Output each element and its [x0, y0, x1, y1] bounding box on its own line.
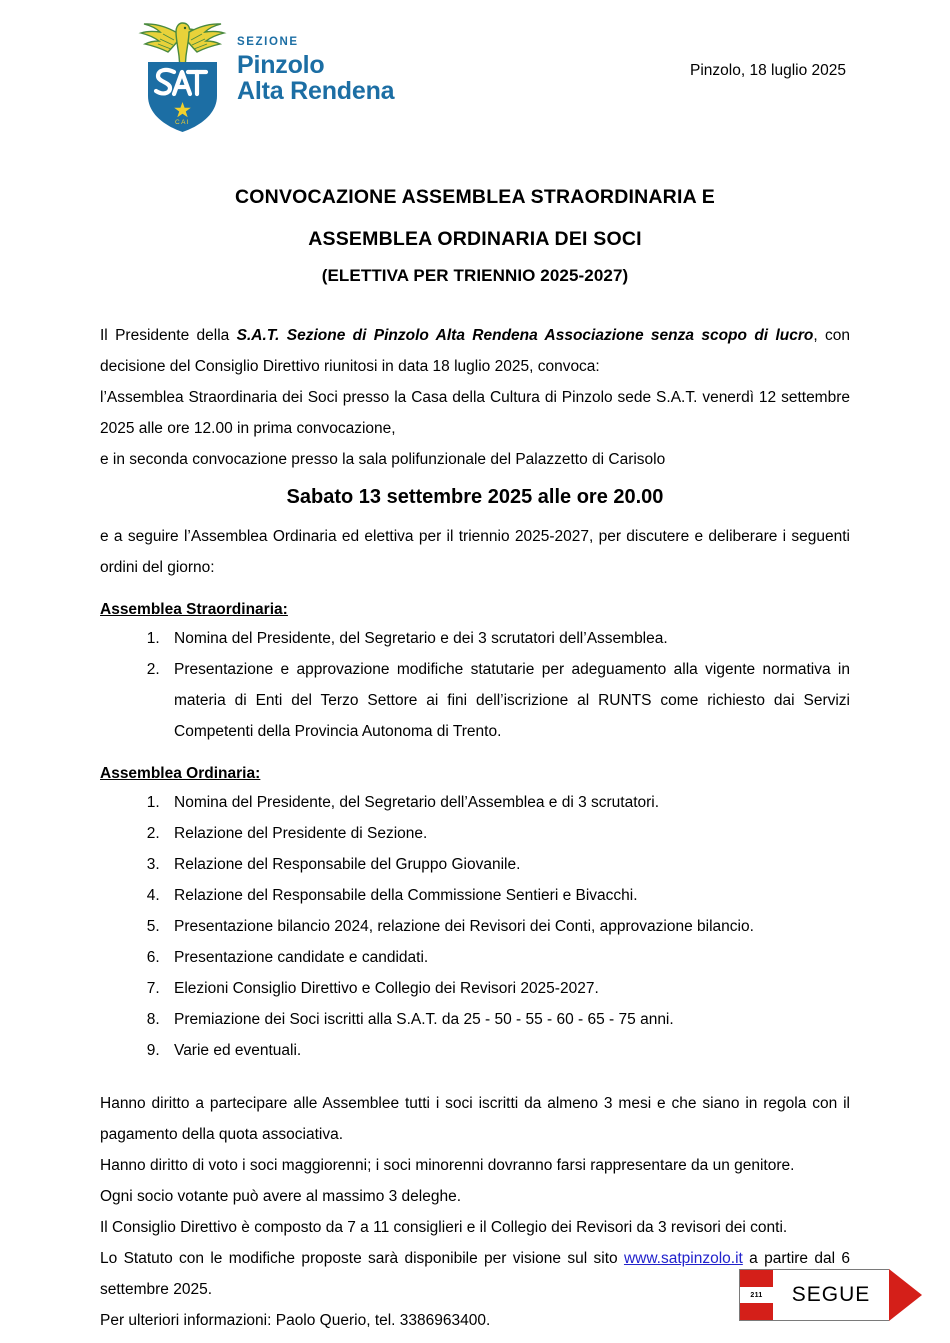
segue-label: SEGUE	[773, 1269, 889, 1321]
trail-number: 211	[740, 1287, 773, 1303]
eagle-shield-icon	[130, 10, 235, 135]
agenda-list-ordinaria	[100, 787, 850, 1066]
list-item: 4. Relazione del Responsabile della Commissione Sentieri e Bivacchi.	[164, 880, 850, 911]
list-item: 9. Varie ed eventuali.	[164, 1035, 850, 1066]
title-block	[100, 188, 850, 286]
list-item: 6. Presentazione candidate e candidati.	[164, 942, 850, 973]
list-item: 5. Presentazione bilancio 2024, relazione dei Revisori dei Conti, approvazione bilancio.	[164, 911, 850, 942]
list-item: 2. Relazione del Presidente di Sezione.	[164, 818, 850, 849]
section-heading-straordinaria-text: Assemblea Straordinaria:	[100, 601, 288, 618]
svg-text:CAI: CAI	[174, 119, 191, 126]
section-heading-straordinaria	[100, 601, 850, 619]
closing-paragraph-5	[100, 1243, 850, 1305]
intro-paragraph	[100, 320, 850, 382]
document-header	[100, 0, 850, 150]
first-call-paragraph: l’Assemblea Straordinaria dei Soci presso la Casa della Cultura di Pinzolo sede S.A.T. venerdì 12 settembre 2025 alle ore 12.00 in prima convocazione,	[100, 389, 850, 437]
list-item: 1. Nomina del Presidente, del Segretario dell’Assemblea e di 3 scrutatori.	[164, 787, 850, 818]
closing-paragraph-1: Hanno diritto a partecipare alle Assemblee tutti i soci iscritti da almeno 3 mesi e che siano in regola con il pagamento della quota associativa.	[100, 1095, 850, 1143]
title-subtitle: (ELETTIVA PER TRIENNIO 2025-2027)	[321, 266, 629, 285]
segue-trail-sign	[739, 1269, 922, 1321]
logo-name-line1: Pinzolo	[237, 50, 325, 79]
closing-paragraph-6: Per ulteriori informazioni: Paolo Querio, tel. 3386963400.	[100, 1312, 491, 1329]
agenda-list-straordinaria	[100, 623, 850, 747]
stripe-red-top	[740, 1270, 773, 1287]
title-line-1: CONVOCAZIONE ASSEMBLEA STRAORDINARIA E	[235, 186, 715, 208]
logo-sezione-label: SEZIONE	[237, 36, 299, 48]
list-item: 1. Nomina del Presidente, del Segretario e dei 3 scrutatori dell’Assemblea.	[164, 623, 850, 654]
association-name: S.A.T. Sezione di Pinzolo Alta Rendena Associazione senza scopo di lucro	[236, 327, 814, 344]
logo-name-line2: Alta Rendena	[237, 76, 395, 105]
closing-block	[100, 1088, 850, 1336]
sat-logo-mark	[130, 10, 235, 135]
second-call-paragraph: e in seconda convocazione presso la sala polifunzionale del Palazzetto di Carisolo	[100, 451, 666, 468]
document-date: Pinzolo, 18 luglio 2025	[690, 62, 846, 79]
statute-post-text: a partire dal 6 settembre 2025.	[100, 1250, 850, 1298]
trail-marker-stripes	[739, 1269, 773, 1321]
sat-logo	[130, 10, 394, 135]
closing-paragraph-3: Ogni socio votante può avere al massimo 3 deleghe.	[100, 1188, 462, 1205]
list-item: 2. Presentazione e approvazione modifiche statutarie per adeguamento alla vigente normativa in materia di Enti del Terzo Settore ai fini dell’iscrizione al RUNTS come richiesto dai Servizi Competenti della Provincia Autonoma di Trento.	[164, 654, 850, 747]
statute-pre-text: Lo Statuto con le modifiche proposte sarà disponibile per visione sul sito	[100, 1250, 624, 1267]
list-item: 7. Elezioni Consiglio Direttivo e Collegio dei Revisori 2025-2027.	[164, 973, 850, 1004]
list-item: 8. Premiazione dei Soci iscritti alla S.A.T. da 25 - 50 - 55 - 60 - 65 - 75 anni.	[164, 1004, 850, 1035]
title-line-2: ASSEMBLEA ORDINARIA DEI SOCI	[308, 227, 642, 250]
section-heading-ordinaria-text: Assemblea Ordinaria:	[100, 765, 261, 782]
closing-paragraph-4: Il Consiglio Direttivo è composto da 7 a 11 consiglieri e il Collegio dei Revisori da 3 revisori dei conti.	[100, 1219, 788, 1236]
section-heading-ordinaria	[100, 765, 850, 783]
second-call-date: Sabato 13 settembre 2025 alle ore 20.00	[286, 486, 664, 508]
sat-logo-wordmark	[237, 37, 394, 108]
arrow-right-icon	[889, 1269, 922, 1321]
closing-paragraph-2: Hanno diritto di voto i soci maggiorenni; i soci minorenni dovranno farsi rappresentare da un genitore.	[100, 1157, 795, 1174]
stripe-red-bottom	[740, 1303, 773, 1320]
document-body	[100, 320, 850, 1336]
following-paragraph: e a seguire l’Assemblea Ordinaria ed elettiva per il triennio 2025-2027, per discutere e deliberare i seguenti ordini del giorno:	[100, 528, 850, 576]
intro-pre-text: Il Presidente della	[100, 327, 237, 344]
list-item: 3. Relazione del Responsabile del Gruppo Giovanile.	[164, 849, 850, 880]
website-link[interactable]: www.satpinzolo.it	[623, 1250, 743, 1267]
intro-post-text: , con decisione del Consiglio Direttivo riunitosi in data 18 luglio 2025, convoca:	[100, 327, 850, 375]
